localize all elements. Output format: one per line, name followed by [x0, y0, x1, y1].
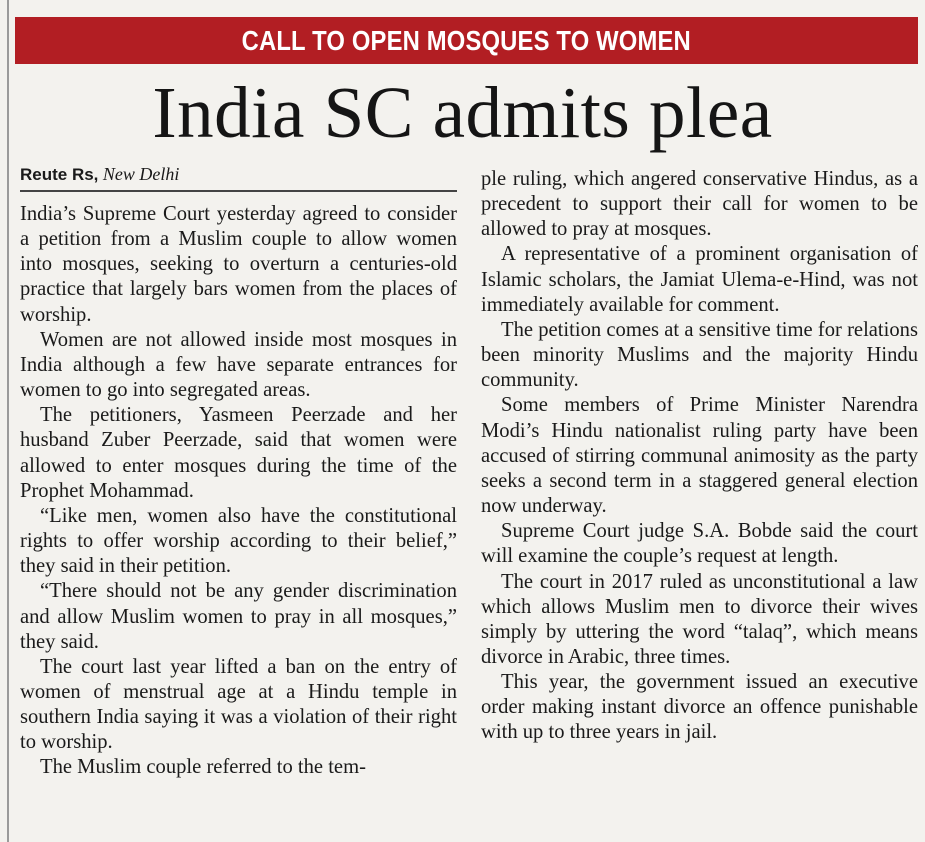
article-paragraph: The court in 2017 ruled as unconstitutional a law which allows Muslim men to divorce their wives simply by uttering the word “talaq”, which means divorce in Arabic, three times.: [481, 570, 918, 668]
article-paragraph: “There should not be any gender discrimination and allow Muslim women to pray in all mosques,” they said.: [20, 580, 457, 653]
article-paragraph: The Muslim couple referred to the tem-: [40, 756, 366, 779]
article-column-left: [20, 202, 457, 781]
article-paragraph: This year, the government issued an executive order making instant divorce an offence punishable with up to three years in jail.: [481, 671, 918, 744]
article-paragraph: The court last year lifted a ban on the entry of women of menstrual age at a Hindu temple in southern India saying it was a violation of their right to worship.: [20, 655, 457, 754]
article-paragraph: Some members of Prime Minister Narendra Modi’s Hindu nationalist ruling party have been accused of stirring communal animosity as the party seeks a second term in a staggered general election now underway.: [481, 394, 918, 518]
article-paragraph: A representative of a prominent organisation of Islamic scholars, the Jamiat Ulema-e-Hind, was not immediately available for comment.: [481, 243, 918, 316]
byline-rule: [20, 190, 457, 192]
article-paragraph: The petition comes at a sensitive time for relations been minority Muslims and the majority Hindu community.: [481, 318, 918, 392]
article-column-right: [481, 167, 918, 746]
article-paragraph: The petitioners, Yasmeen Peerzade and her husband Zuber Peerzade, said that women were allowed to enter mosques during the time of the Prophet Mohammad.: [20, 404, 457, 502]
section-banner: [15, 17, 918, 64]
article-paragraph: India’s Supreme Court yesterday agreed to consider a petition from a Muslim couple to allow women into mosques, seeking to overturn a centuries-old practice that largely bars women from the places of worship.: [20, 203, 457, 326]
article-paragraph: “Like men, women also have the constitutional rights to offer worship according to their belief,” they said in their petition.: [20, 504, 457, 578]
headline: India SC admits plea: [152, 72, 773, 153]
byline: [20, 160, 460, 188]
article-paragraph: Supreme Court judge S.A. Bobde said the court will examine the couple’s request at length.: [481, 520, 918, 568]
byline-city: New Delhi: [102, 164, 180, 184]
banner-label: CALL TO OPEN MOSQUES TO WOMEN: [241, 24, 692, 56]
article-paragraph: Women are not allowed inside most mosques in India although a few have separate entrances for women to go into segregated areas.: [20, 328, 457, 402]
byline-agency: Reute Rs,: [20, 165, 99, 184]
article-paragraph: ple ruling, which angered conservative Hindus, as a precedent to support their call for women to be allowed to pray at mosques.: [481, 168, 918, 241]
